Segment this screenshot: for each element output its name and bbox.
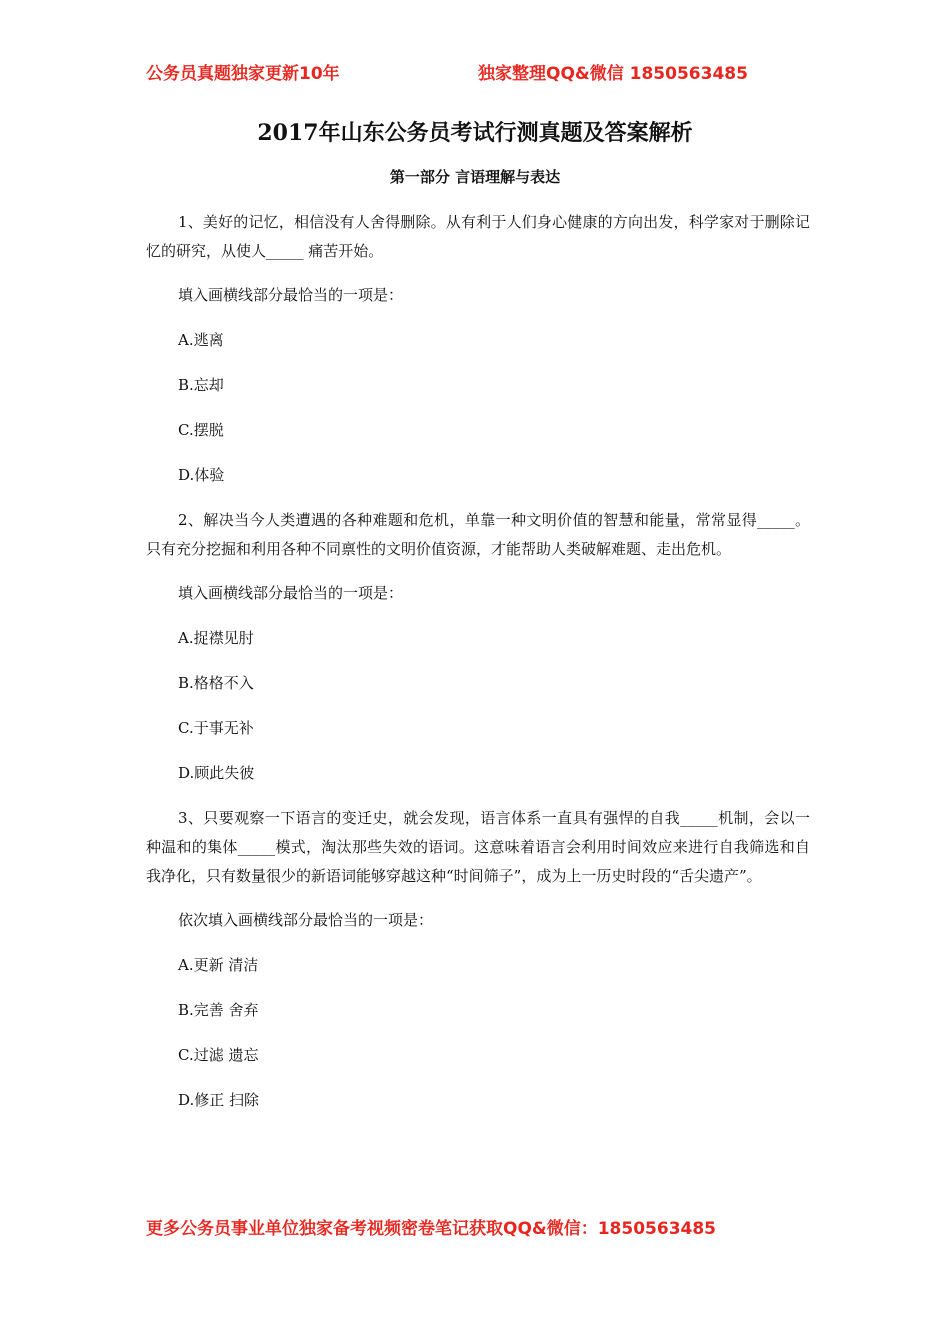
- header-contact: 独家整理QQ&微信 1850563485: [478, 64, 748, 84]
- document-title: 2017年山东公务员考试行测真题及答案解析: [257, 120, 693, 146]
- option-a: A.捉襟见肘: [178, 629, 254, 647]
- option-c: C.摆脱: [178, 421, 224, 439]
- question-1: [146, 208, 810, 490]
- option-c: C.于事无补: [178, 719, 254, 737]
- question-2: [146, 506, 810, 788]
- question-stem: 2、解决当今人类遭遇的各种难题和危机，单靠一种文明价值的智慧和能量，常常显得_____。只有充分挖掘和利用各种不同禀性的文明价值资源，才能帮助人类破解难题、走出危机。: [146, 511, 810, 558]
- option-d: D.修正 扫除: [178, 1091, 260, 1109]
- question-3: [146, 804, 810, 1115]
- question-prompt: 依次填入画横线部分最恰当的一项是：: [178, 911, 434, 929]
- question-stem: 1、美好的记忆，相信没有人舍得删除。从有利于人们身心健康的方向出发，科学家对于删除记忆的研究，从使人_____ 痛苦开始。: [146, 213, 810, 260]
- option-b: B.完善 舍弃: [178, 1001, 259, 1019]
- question-prompt: 填入画横线部分最恰当的一项是：: [178, 584, 404, 602]
- option-a: A.逃离: [178, 331, 224, 349]
- section-heading: 第一部分 言语理解与表达: [389, 168, 561, 186]
- option-a: A.更新 清洁: [178, 956, 259, 974]
- option-b: B.格格不入: [178, 674, 254, 692]
- question-stem: 3、只要观察一下语言的变迁史，就会发现，语言体系一直具有强悍的自我_____机制，会以一种温和的集体_____模式，淘汰那些失效的语词。这意味着语言会利用时间效应来进行自我筛选和自我净化，只有数量很少的新语词能够穿越这种“时间筛子”，成为上一历史时段的“舌尖遗产”。: [146, 809, 810, 885]
- option-d: D.顾此失彼: [178, 764, 255, 782]
- option-b: B.忘却: [178, 376, 224, 394]
- option-d: D.体验: [178, 466, 225, 484]
- question-list: [146, 208, 810, 1131]
- header-promo-left: 公务员真题独家更新10年: [146, 64, 340, 84]
- footer-promo: 更多公务员事业单位独家备考视频密卷笔记获取QQ&微信：1850563485: [146, 1219, 717, 1239]
- question-prompt: 填入画横线部分最恰当的一项是：: [178, 286, 404, 304]
- option-c: C.过滤 遗忘: [178, 1046, 259, 1064]
